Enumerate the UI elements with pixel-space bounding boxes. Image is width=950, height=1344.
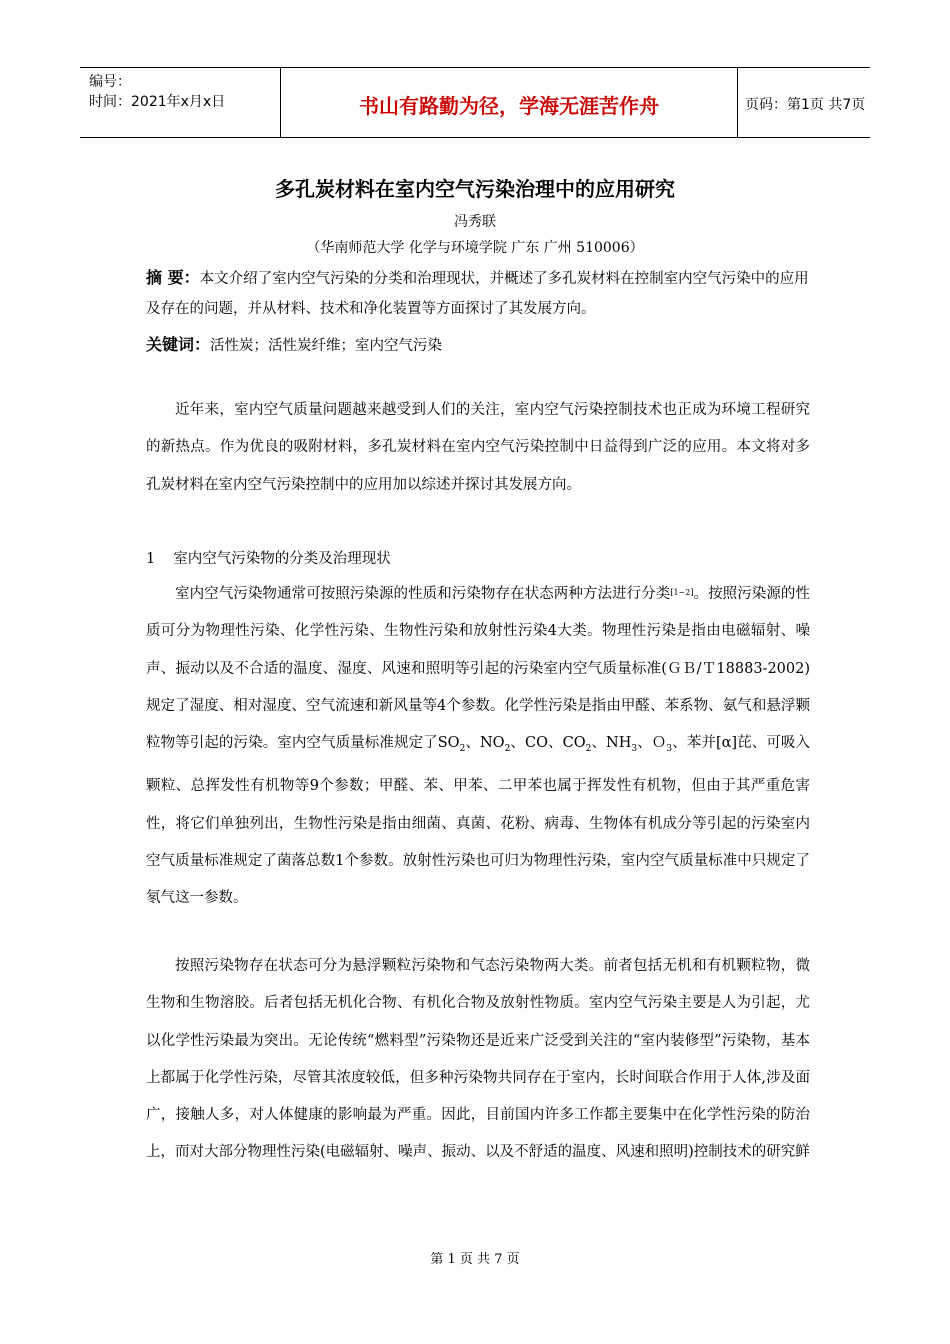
intro-paragraph: 近年来，室内空气质量问题越来越受到人们的关注，室内空气污染控制技术也正成为环境工程研究的新热点。作为优良的吸附材料，多孔炭材料在室内空气污染控制中日益得到广泛的应用。本文将对多孔炭材料在室内空气污染控制中的应用加以综述并探讨其发展方向。 (146, 402, 810, 493)
para1-text-g: 、苯并[α]芘、可吸入颗粒、总挥发性有机物等9个参数；甲醛、苯、甲苯、二甲苯也属于挥发性有机物，但由于其严重危害性，将它们单独列出，生物性污染是指由细菌、真菌、花粉、病毒、生物体有机成分等引起的污染室内空气质量标准规定了菌落总数1个参数。放射性污染也可归为物理性污染，室内空气质量标准中只规定了氡气这一参数。 (146, 735, 811, 907)
header-motto: 书山有路勤为径，学海无涯苦作舟 (359, 94, 659, 118)
subscript: 2 (459, 744, 466, 755)
abstract-text: 本文介绍了室内空气污染的分类和治理现状，并概述了多孔炭材料在控制室内空气污染中的应用及存在的问题，并从材料、技术和净化装置等方面探讨了其发展方向。 (146, 271, 809, 317)
body-paragraph-2: 按照污染物存在状态可分为悬浮颗粒污染物和气态污染物两大类。前者包括无机和有机颗粒物，微生物和生物溶胶。后者包括无机化合物、有机化合物及放射性物质。室内空气污染主要是人为引起，尤以化学性污染最为突出。无论传统“燃料型”污染物还是近来广泛受到关注的“室内装修型”污染物，基本上都属于化学性污染，尽管其浓度较低，但多种污染物共同存在于室内，长时间联合作用于人体,涉及面广，接触人多，对人体健康的影响最为严重。因此，目前国内许多工作都主要集中在化学性污染的防治上，而对大部分物理性污染(电磁辐射、噪声、振动、以及不舒适的温度、风速和照明)控制技术的研究鲜 (146, 958, 810, 1161)
keywords (146, 331, 811, 360)
header-right-cell (737, 68, 870, 137)
header-page-info: 页码：第1页 共7页 (745, 97, 866, 113)
body-paragraph-1 (146, 576, 810, 918)
article-author: 冯秀联 (454, 214, 496, 230)
para1-text-d: 、CO、CO (510, 735, 586, 752)
header-number: 编号： (89, 74, 131, 90)
para1-text-c: 、NO (465, 735, 505, 752)
section-title: 室内空气污染物的分类及治理现状 (173, 551, 391, 567)
citation-ref: [1~2] (670, 588, 694, 597)
abstract-label: 摘 要： (146, 268, 200, 287)
keywords-label: 关键词： (146, 335, 211, 354)
page-footer: 第 1 页 共 7 页 (430, 1252, 520, 1267)
subscript: 2 (585, 744, 592, 755)
keywords-text: 活性炭；活性炭纤维；室内空气污染 (210, 338, 443, 354)
subscript: 3 (631, 744, 638, 755)
article-title: 多孔炭材料在室内空气污染治理中的应用研究 (275, 177, 675, 201)
subscript: 3 (666, 744, 673, 755)
para1-text-b: 。按照污染源的性质可分为物理性污染、化学性污染、生物性污染和放射性污染4大类。物理性污染是指由电磁辐射、噪声、振动以及不合适的温度、湿度、风速和照明等引起的污染室内空气质量标准(ＧＢ/Ｔ18883-2002)规定了湿度、相对湿度、空气流速和新风量等4个参数。化学性污染是指由甲醛、苯系物、氨气和悬浮颗粒物等引起的污染。室内空气质量标准规定了SO (146, 586, 811, 752)
section-heading (146, 541, 391, 578)
document-header (80, 67, 870, 138)
subscript: 2 (504, 744, 511, 755)
header-time: 时间：2021年x月x日 (89, 94, 226, 110)
para1-text-e: 、NH (591, 735, 632, 752)
header-left-cell (80, 68, 280, 137)
article-affiliation: （华南师范大学 化学与环境学院 广东 广州 510006） (306, 240, 644, 256)
section-number: 1 (146, 551, 156, 567)
abstract (146, 263, 811, 324)
para1-text-f: 、Ｏ (637, 735, 667, 752)
para1-text-a: 室内空气污染物通常可按照污染源的性质和污染物存在状态两种方法进行分类 (175, 586, 671, 602)
header-center-cell (280, 68, 738, 137)
